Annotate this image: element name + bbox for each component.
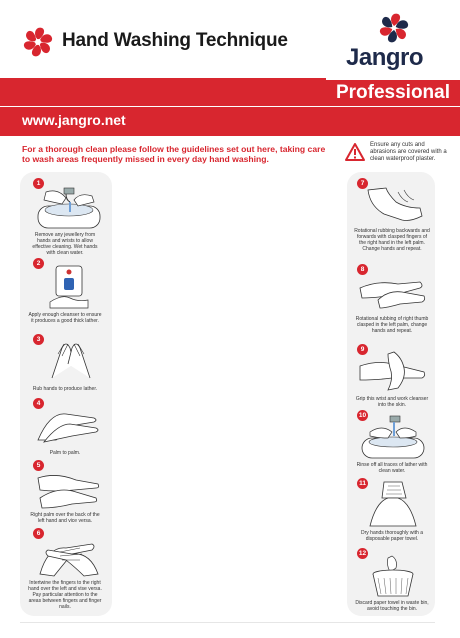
paper-towel-icon bbox=[362, 480, 424, 528]
website-link[interactable]: www.jangro.net bbox=[22, 112, 126, 128]
step-number: 2 bbox=[33, 258, 44, 269]
intertwined-fingers-icon bbox=[36, 534, 102, 578]
page-title: Hand Washing Technique bbox=[62, 30, 288, 51]
step-caption: Apply enough cleanser to ensure it produces a good thick lather. bbox=[28, 312, 102, 324]
step-number: 1 bbox=[33, 178, 44, 189]
step-number: 11 bbox=[357, 478, 368, 489]
step-number: 9 bbox=[357, 344, 368, 355]
thumb-rub-icon bbox=[358, 270, 428, 310]
back-of-hand-icon bbox=[36, 468, 102, 510]
header bbox=[0, 0, 460, 78]
step-caption: Right palm over the back of the left hand and vice versa. bbox=[30, 512, 100, 524]
step-caption: Rub hands to produce lather. bbox=[32, 386, 98, 392]
sink-tap-icon bbox=[36, 186, 102, 230]
waste-bin-icon bbox=[366, 554, 420, 598]
soap-dispenser-icon bbox=[44, 264, 94, 310]
step-number: 5 bbox=[33, 460, 44, 471]
warning-text: Ensure any cuts and abrasions are covered with a clean waterproof plaster. bbox=[370, 142, 447, 162]
wrist-grip-icon bbox=[358, 350, 428, 392]
step-number: 8 bbox=[357, 264, 368, 275]
step-number: 12 bbox=[358, 550, 367, 557]
jangro-flower-icon bbox=[20, 24, 56, 60]
step-caption: Intertwine the fingers to the right hand over the left and vise versa. Pay particular attention to the areas between fingers and finger nails. bbox=[28, 580, 102, 610]
step-caption: Grip this wrist and work cleanser into the skin. bbox=[355, 396, 429, 408]
brand-name: Jangro bbox=[346, 44, 424, 71]
step-number: 3 bbox=[33, 334, 44, 345]
tagline: Professional bbox=[335, 82, 451, 103]
banner-divider bbox=[0, 106, 460, 107]
footer-divider bbox=[20, 622, 435, 623]
step-caption: Dry hands thoroughly with a disposable paper towel. bbox=[361, 530, 423, 542]
step-caption: Remove any jewellery from hands and wrists to allow effective cleaning. Wet hands with clean water. bbox=[32, 232, 98, 256]
step-caption: Rinse off all traces of lather with clean water. bbox=[356, 462, 428, 474]
step-number: 7 bbox=[357, 178, 368, 189]
step-caption: Rotational rubbing of right thumb clasped in the left palm, change hands and repeat. bbox=[355, 316, 429, 334]
intro-text: For a thorough clean please follow the guidelines set out here, taking care to wash areas frequently missed in every day hand washing. bbox=[22, 144, 326, 164]
step-caption: Rotational rubbing backwards and forwards with clasped fingers of the right hand in the left palm. Change hands and repeat. bbox=[354, 228, 430, 252]
palm-to-palm-icon bbox=[36, 404, 102, 444]
step-caption: Discard paper towel in waste bin, avoid touching the bin. bbox=[355, 600, 429, 612]
step-number: 4 bbox=[33, 398, 44, 409]
rinse-tap-icon bbox=[360, 414, 426, 460]
step-caption: Palm to palm. bbox=[49, 450, 81, 456]
step-number: 6 bbox=[33, 528, 44, 539]
warning-triangle-icon bbox=[344, 142, 366, 162]
clasped-fingers-icon bbox=[362, 186, 428, 226]
rubbing-hands-icon bbox=[44, 334, 98, 380]
step-number: 10 bbox=[358, 412, 367, 419]
jangro-logo-icon bbox=[376, 10, 412, 46]
